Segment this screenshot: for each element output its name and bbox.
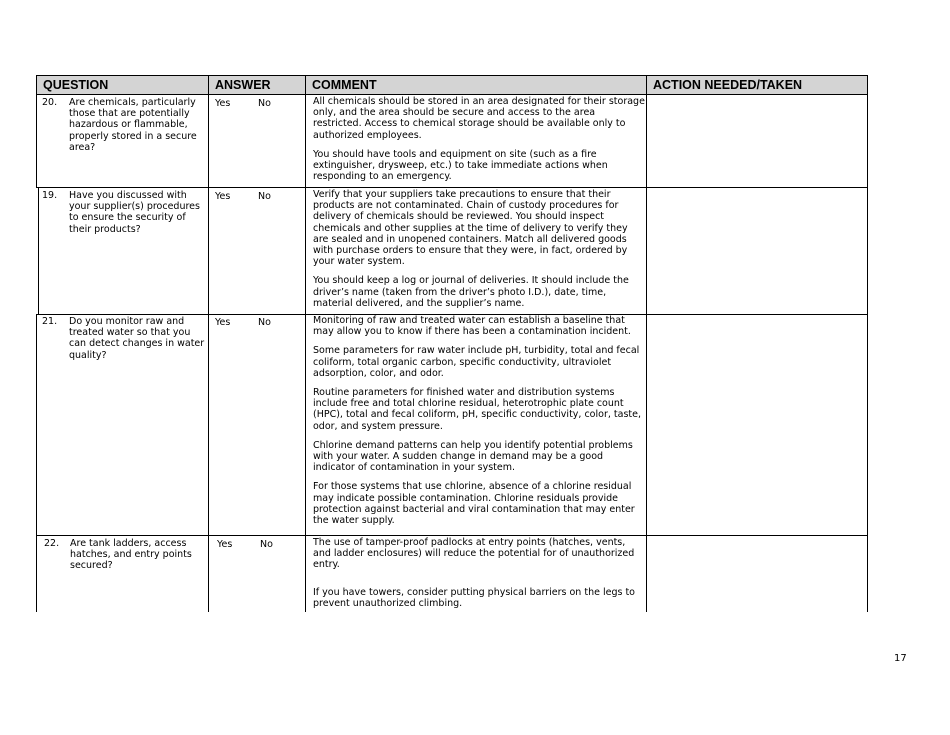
comment-paragraph: Verify that your suppliers take precautions to ensure that their products are not contaminated. Chain of custody procedures for delivery of chemicals should be reviewed. You should inspect chemicals and other supplies at the time of delivery to verify they are sealed and in unopened containers. Match all delivered goods with purchase orders to ensure that they were, in fact, ordered by your water system. [313, 189, 628, 268]
question-text: Do you monitor raw and treated water so that you can detect changes in water quality? [69, 316, 205, 361]
question-text: Are tank ladders, access hatches, and entry points secured? [70, 538, 192, 572]
action-cell[interactable] [646, 536, 868, 612]
table-row [36, 535, 868, 612]
header-answer: ANSWER [208, 75, 306, 95]
question-number: 21. [42, 316, 58, 327]
answer-yes[interactable]: Yes [217, 539, 233, 550]
comment-cell [305, 188, 646, 314]
comment-cell [305, 314, 646, 535]
answer-no[interactable]: No [258, 191, 271, 202]
comment-paragraph: All chemicals should be stored in an area designated for their storage only, and the area should be secure and access to the area restricted. Access to chemical storage should be available only to authorized employees. [313, 96, 645, 141]
question-cell [36, 95, 208, 188]
comment-cell [305, 536, 646, 612]
answer-yes[interactable]: Yes [215, 98, 231, 109]
comment-paragraph: Routine parameters for finished water and distribution systems include free and total chlorine residual, heterotrophic plate count (HPC), total and fecal coliform, pH, specific conductivity, color, taste, odor, and system pressure. [313, 387, 641, 432]
question-number: 19. [42, 190, 58, 201]
action-cell[interactable] [646, 95, 868, 188]
action-cell[interactable] [646, 188, 868, 314]
question-number: 22. [44, 538, 60, 549]
page-number: 17 [894, 653, 907, 664]
header-comment: COMMENT [305, 75, 647, 95]
action-cell[interactable] [646, 314, 868, 535]
comment-paragraph: Some parameters for raw water include pH, turbidity, total and fecal coliform, total organic carbon, specific conductivity, ultraviolet adsorption, color, and odor. [313, 345, 640, 379]
answer-cell [208, 314, 305, 535]
table-row [36, 187, 868, 315]
comment-paragraph: Chlorine demand patterns can help you identify potential problems with your water. A sudden change in demand may be a good indicator of contamination in your system. [313, 439, 633, 474]
comment-cell [305, 95, 646, 188]
answer-yes[interactable]: Yes [215, 191, 231, 202]
comment-paragraph: If you have towers, consider putting physical barriers on the legs to prevent unauthorized climbing. [313, 586, 635, 609]
question-cell [36, 314, 208, 535]
header-action: ACTION NEEDED/TAKEN [646, 75, 868, 95]
header-question: QUESTION [36, 75, 209, 95]
answer-cell [208, 188, 305, 314]
comment-paragraph: The use of tamper-proof padlocks at entry points (hatches, vents, and ladder enclosures) will reduce the potential for of unauthorized entry. [313, 537, 635, 571]
answer-no[interactable]: No [260, 539, 273, 550]
question-cell [38, 188, 208, 314]
question-cell [36, 536, 208, 612]
answer-no[interactable]: No [258, 98, 271, 109]
comment-paragraph: Monitoring of raw and treated water can establish a baseline that may allow you to know if there has been a contamination incident. [313, 315, 631, 338]
answer-cell [208, 95, 305, 188]
comment-paragraph: You should have tools and equipment on site (such as a fire extinguisher, drysweep, etc.) to take immediate actions when responding to an emergency. [313, 148, 608, 183]
comment-paragraph: For those systems that use chlorine, absence of a chlorine residual may indicate possible contamination. Chlorine residuals provide protection against bacterial and viral contamination that may enter the water supply. [313, 481, 635, 527]
question-text: Are chemicals, particularly those that are potentially hazardous or flammable, properly stored in a secure area? [69, 97, 197, 153]
answer-no[interactable]: No [258, 317, 271, 328]
comment-paragraph: You should keep a log or journal of deliveries. It should include the driver’s name (taken from the driver’s photo I.D.), date, time, material delivered, and the supplier’s name. [313, 275, 629, 309]
question-text: Have you discussed with your supplier(s) procedures to ensure the security of their products? [69, 190, 200, 235]
answer-yes[interactable]: Yes [215, 317, 231, 328]
table-row [36, 314, 868, 535]
answer-cell [208, 536, 305, 612]
table-row [36, 94, 868, 188]
question-number: 20. [42, 97, 58, 108]
